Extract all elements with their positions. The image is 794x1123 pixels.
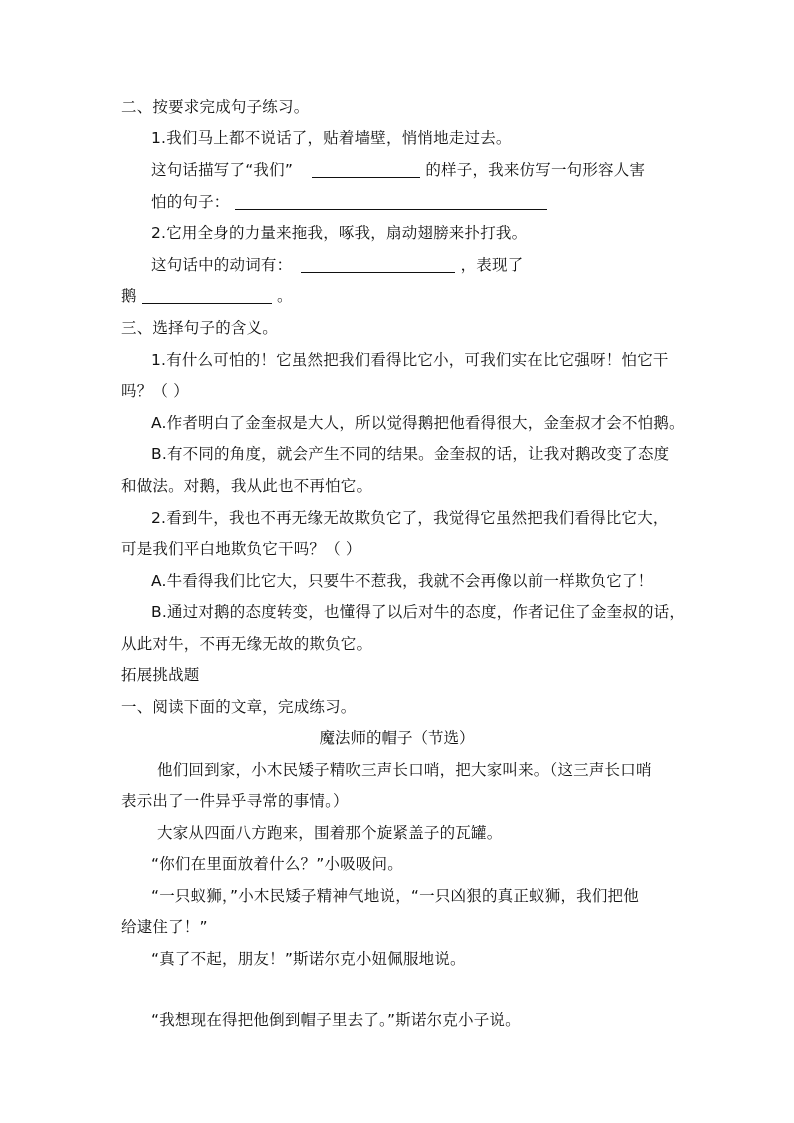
prompt-text: 这句话中的动词有：	[151, 256, 293, 274]
option-3-2-b-line-2: 从此对牛，不再无缘无故的欺负它。	[121, 635, 373, 653]
question-2-1-imitation-line	[151, 192, 547, 212]
prompt-text: 怕的句子：	[151, 193, 230, 211]
passage-paragraph-1-line-2: 表示出了一件异乎寻常的事情。）	[121, 792, 349, 810]
option-3-1-b-line-1: B.有不同的角度，就会产生不同的结果。金奎叔的话，让我对鹅改变了态度	[151, 445, 670, 463]
answer-blank-goose-behavior[interactable]	[142, 287, 272, 304]
challenge-heading: 拓展挑战题	[121, 666, 200, 684]
prompt-text: 这句话描写了“我们”	[151, 161, 294, 179]
prompt-text: 。	[276, 287, 293, 305]
question-3-1-line-1: 1.有什么可怕的！它虽然把我们看得比它小，可我们实在比它强呀！怕它干	[151, 351, 669, 369]
question-2-1-sentence: 1.我们马上都不说话了，贴着墙壁，悄悄地走过去。	[151, 129, 512, 147]
prompt-text: ，表现了	[460, 256, 524, 274]
passage-title: 魔法师的帽子（节选）	[319, 729, 475, 747]
option-3-1-a: A.作者明白了金奎叔是大人，所以觉得鹅把他看得很大，金奎叔才会不怕鹅。	[151, 414, 685, 432]
option-3-2-a: A.牛看得我们比它大，只要牛不惹我，我就不会再像以前一样欺负它了！	[151, 572, 654, 590]
question-3-1-line-2[interactable]: 吗？（ ）	[121, 382, 189, 400]
prompt-text: 鹅	[121, 287, 137, 305]
option-3-2-b-line-1: B.通过对鹅的态度转变，也懂得了以后对牛的态度，作者记住了金奎叔的话，	[151, 603, 686, 621]
question-2-2-goose-line	[121, 286, 293, 306]
question-2-1-prompt-line	[151, 160, 645, 180]
option-3-1-b-line-2: 和做法。对鹅，我从此也不再怕它。	[121, 477, 373, 495]
passage-paragraph-5: “真了不起，朋友！”斯诺尔克小妞佩服地说。	[151, 950, 466, 968]
question-3-2-line-1: 2.看到牛，我也不再无缘无故欺负它了，我觉得它虽然把我们看得比它大，	[151, 509, 669, 527]
answer-blank-verbs[interactable]	[301, 256, 455, 273]
passage-paragraph-6: “我想现在得把他倒到帽子里去了。”斯诺尔克小子说。	[151, 1011, 521, 1029]
section-heading-sentence-meaning: 三、选择句子的含义。	[121, 319, 279, 337]
section-heading-sentence-practice: 二、按要求完成句子练习。	[121, 98, 310, 116]
answer-blank-imitation-sentence[interactable]	[235, 193, 547, 210]
answer-blank-we-appearance[interactable]	[312, 161, 420, 178]
question-2-2-sentence: 2.它用全身的力量来拖我，啄我，扇动翅膀来扑打我。	[151, 224, 528, 242]
question-2-2-prompt-line	[151, 255, 523, 275]
passage-paragraph-2: 大家从四面八方跑来，围着那个旋紧盖子的瓦罐。	[157, 824, 503, 842]
passage-paragraph-4-line-2: 给逮住了！”	[121, 918, 208, 936]
passage-paragraph-3: “你们在里面放着什么？”小吸吸问。	[151, 855, 403, 873]
reading-task-heading: 一、阅读下面的文章，完成练习。	[121, 698, 357, 716]
prompt-text: 的样子，我来仿写一句形容人害	[425, 161, 646, 179]
question-3-2-line-2[interactable]: 可是我们平白地欺负它干吗？（ ）	[121, 540, 362, 558]
passage-paragraph-4-line-1: “一只蚁狮，”小木民矮子精神气地说，“一只凶狠的真正蚁狮，我们把他	[151, 887, 639, 905]
passage-paragraph-1-line-1: 他们回到家，小木民矮子精吹三声长口哨，把大家叫来。（这三声长口哨	[157, 761, 652, 779]
